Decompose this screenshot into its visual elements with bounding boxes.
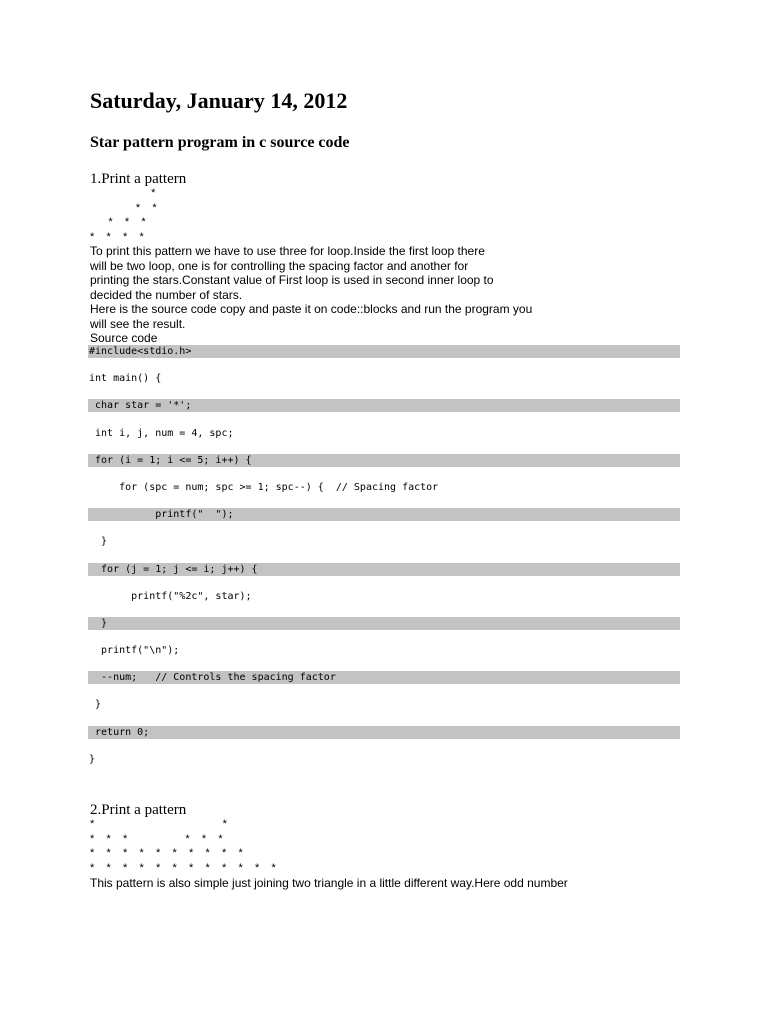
paragraph-line: printing the stars.Constant value of First loop is used in second inner loop to: [90, 273, 494, 287]
code-line: printf("%2c", star);: [89, 590, 252, 602]
code-line: return 0;: [88, 726, 680, 739]
source-code-block: [88, 345, 680, 780]
section-2-description: [90, 876, 680, 891]
code-line: for (i = 1; i <= 5; i++) {: [88, 454, 680, 467]
code-line: for (spc = num; spc >= 1; spc--) { // Spacing factor: [89, 481, 439, 493]
code-line: int main() {: [89, 373, 162, 385]
section-2-star-pattern: [90, 817, 276, 875]
code-line: }: [89, 699, 102, 711]
pattern-line: * * * * * * * * * *: [90, 847, 243, 859]
code-line: }: [89, 536, 108, 548]
paragraph-line: decided the number of stars.: [90, 287, 243, 302]
section-2-heading: 2.Print a pattern: [90, 802, 187, 818]
section-1-star-pattern: [90, 186, 157, 244]
paragraph-line: Here is the source code copy and paste it on code::blocks and run the program you: [90, 302, 533, 316]
paragraph-line: To print this pattern we have to use three for loop.Inside the first loop there: [90, 244, 485, 258]
code-line: #include<stdio.h>: [88, 345, 680, 358]
paragraph-line: This pattern is also simple just joining two triangle in a little different way.Here odd number: [90, 876, 568, 890]
paragraph-line: Source code: [90, 331, 158, 345]
paragraph-line: will see the result.: [90, 316, 186, 331]
code-line: }: [89, 753, 96, 765]
code-line: printf("\n");: [89, 645, 180, 657]
section-1-description: [90, 244, 680, 346]
code-line: printf(" ");: [88, 508, 680, 521]
code-line: int i, j, num = 4, spc;: [89, 427, 234, 439]
post-title: Star pattern program in c source code: [90, 134, 350, 151]
paragraph-line: will be two loop, one is for controlling the spacing factor and another for: [90, 258, 469, 273]
pattern-line: *: [90, 187, 156, 199]
post-date: Saturday, January 14, 2012: [90, 88, 348, 113]
code-line: }: [88, 617, 680, 630]
code-line: char star = '*';: [88, 399, 680, 412]
pattern-line: * * * * * *: [90, 832, 223, 845]
pattern-line: * * * * * * * * * * * *: [90, 861, 276, 874]
pattern-line: * *: [90, 201, 157, 214]
section-1-heading: 1.Print a pattern: [90, 171, 187, 187]
pattern-line: * * * *: [90, 230, 144, 243]
code-line: for (j = 1; j <= i; j++) {: [88, 563, 680, 576]
pattern-line: * *: [90, 818, 227, 830]
pattern-line: * * *: [90, 216, 146, 228]
code-line: --num; // Controls the spacing factor: [88, 671, 680, 684]
